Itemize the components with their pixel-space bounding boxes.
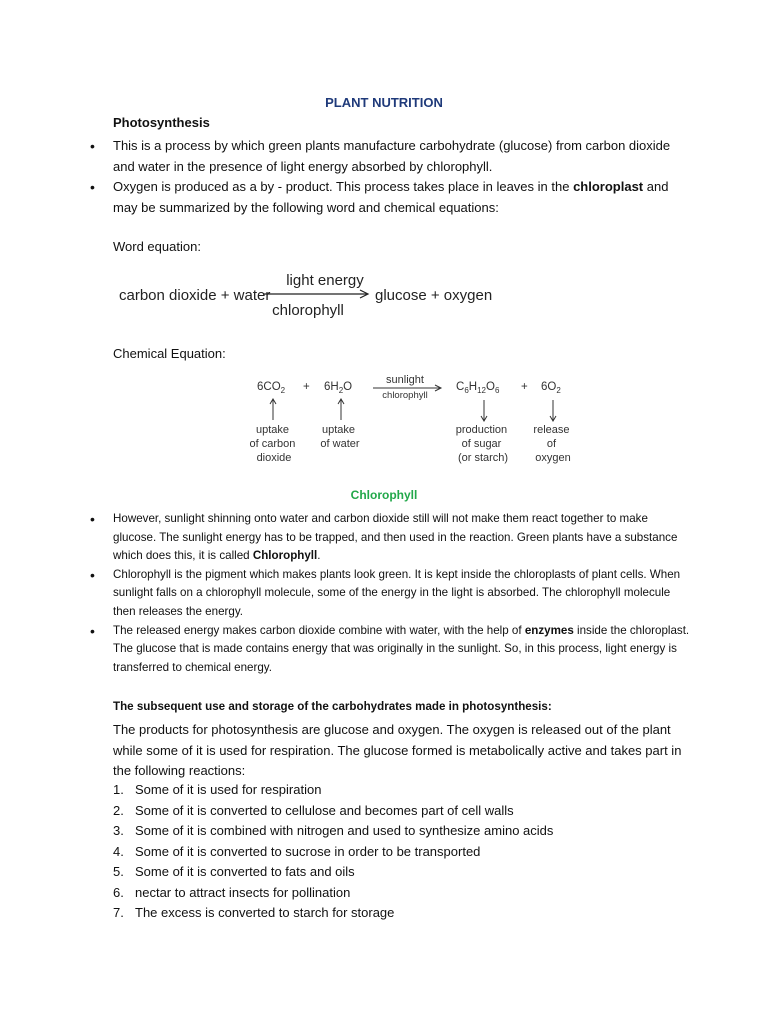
chlorophyll-bullets [90,510,690,677]
bullet-text: inside the chloroplast. The glucose that is made contains energy that was originally in the sunlight. So, in this process, light energy is transferred to chemical energy. [113,623,690,674]
list-number: 6. [113,884,124,900]
chemical-equation-diagram [240,370,580,470]
bullet-text: . [317,549,321,563]
storage-heading: The subsequent use and storage of the carbohydrates made in photosynthesis: [113,700,552,713]
list-item [113,842,553,863]
word-eq-condition-below: chlorophyll [272,302,344,319]
storage-paragraph: The products for photosynthesis are glucose and oxygen. The oxygen is released out of the plant while some of it is used for respiration. The glucose formed is metabolically active and takes part in the following reactions: [113,722,682,778]
bullet-item [90,622,690,678]
bullet-text: The released energy makes carbon dioxide combine with water, with the help of [113,623,525,637]
note-co2: uptake of carbon dioxide [249,424,296,464]
bullet-item [90,510,690,566]
reactions-list [113,780,553,924]
bullet-item [90,566,690,622]
list-number: 2. [113,802,124,818]
list-item [113,862,553,883]
formula-co2: $6CO_2$ [257,381,286,395]
list-text: Some of it is used for respiration [135,782,322,797]
list-number: 5. [113,864,124,879]
bullet-text: Oxygen is produced as a by - product. This process takes place in leaves in the [113,179,574,194]
bold-term-chlorophyll: Chlorophyll [252,549,318,563]
bullet-text: This is a process by which green plants manufacture carbohydrate (glucose) from carbon dioxide and water in the presence of light energy absorbed by chlorophyll. [113,138,671,174]
bold-term-enzymes: enzymes [524,623,574,637]
list-text: Some of it is converted to cellulose and becomes part of cell walls [135,802,514,818]
bullet-item [90,177,690,218]
list-item [113,801,553,822]
list-item [113,821,553,842]
list-number: 7. [113,905,124,920]
uptake-arrows [270,399,556,421]
bullet-text: Chlorophyll is the pigment which makes plants look green. It is kept inside the chloroplasts of plant cells. When sunlight falls on a chlorophyll molecule, some of the energy in the light is absorbed. The chlorophyll molecule then releases the energy. [113,567,681,618]
word-eq-condition-above: light energy [286,272,364,289]
list-text: nectar to attract insects for pollination [135,884,351,900]
formula-glucose: $C_6H_{12}O_6$ [456,381,500,395]
note-h2o: uptake of water [320,424,360,450]
chlorophyll-heading: Chlorophyll [350,488,418,502]
list-item [113,780,553,801]
chemical-equation-label: Chemical Equation: [113,346,226,361]
list-number: 1. [113,782,124,797]
bullet-item [90,136,690,177]
list-text: Some of it is converted to sucrose in order to be transported [135,843,481,859]
bold-term-chloroplast: chloroplast [573,179,644,194]
list-number: 3. [113,823,124,838]
photosynthesis-bullets [90,136,690,218]
plus-sign: + [303,381,310,393]
page-title: PLANT NUTRITION [325,95,443,110]
chem-eq-condition-above: sunlight [386,374,424,386]
word-equation-label: Word equation: [113,239,201,254]
chem-eq-condition-below: chlorophyll [382,390,428,401]
list-number: 4. [113,843,124,859]
word-equation-diagram [115,268,495,320]
list-text: Some of it is converted to fats and oils [135,864,355,879]
bullet-text: and may be summarized by the following word and chemical equations: [113,179,669,215]
note-glucose: production of sugar (or starch) [455,424,509,464]
note-o2: release of oxygen [533,424,571,464]
photosynthesis-heading: Photosynthesis [113,115,210,130]
bullet-text: However, sunlight shinning onto water and carbon dioxide still will not make them react together to make glucose. The sunlight energy has to be trapped, and then used in the reaction. Green plants have a substance which does this, it is called [113,512,678,563]
word-eq-reactants: carbon dioxide + water [119,287,271,304]
list-text: Some of it is combined with nitrogen and used to synthesize amino acids [135,823,554,838]
list-item [113,903,553,924]
formula-o2: $6O_2$ [541,381,561,395]
list-item [113,883,553,904]
list-text: The excess is converted to starch for storage [135,905,395,920]
formula-h2o: $6H_2O$ [324,381,353,395]
plus-sign: + [521,381,528,393]
word-eq-products: glucose + oxygen [375,287,493,304]
